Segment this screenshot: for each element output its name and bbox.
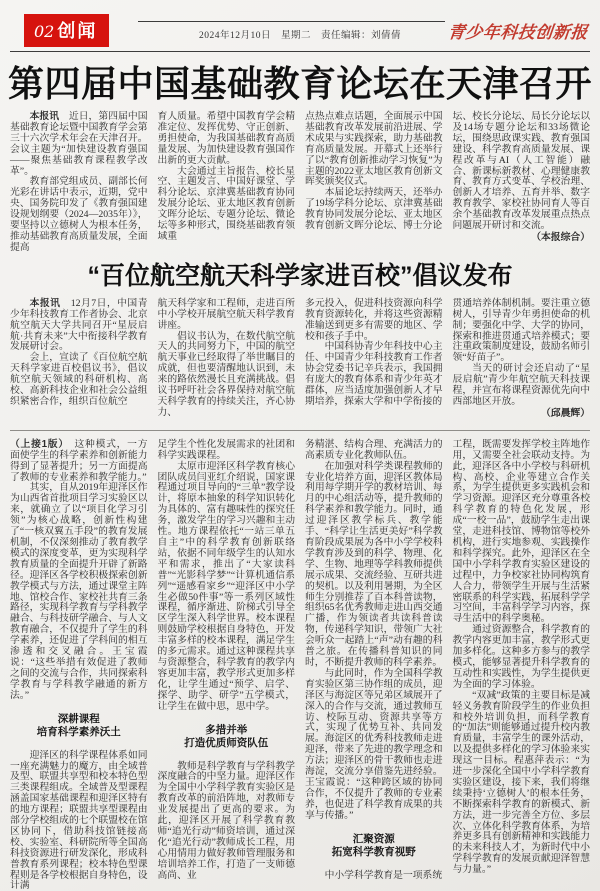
paragraph: 会上，宣读了《百位航空航天科学家进百校倡议书》，倡议航空航天领域的科研机构、高校、高新科技企业和社会公益组织紧密合作，组织百位航空 bbox=[10, 352, 148, 407]
paragraph: 多元投入，促进科技资源向科学教育资源转化，并将这些资源精准输送到更多有需要的地区、学校和孩子手中。 bbox=[305, 297, 443, 342]
text-column-4 bbox=[453, 299, 591, 420]
paragraph: 与此同时，作为全国科学教育实验区第三协作组的成员，迎泽区与海淀区等兄弟区域展开了深入的合作与交流，通过教师互访、校际互动、资源共享等方式，实现了优势互补、共同发展。海淀区的优秀科技教师走进迎泽，带来了先进的教学理念和方法；迎泽区的骨干教师也走进海淀，交流分享借鉴先进经验。王宝霞说：“这种跨区域的协同合作，不仅提升了教师的专业素养，也促进了科学教育成果的共享与传播。” bbox=[305, 667, 443, 821]
text-column-1 bbox=[10, 440, 148, 891]
paragraph: 中国科协青少年科技中心主任、中国青少年科技教育工作者协会党委书记辛兵表示，我国拥有庞大的教育体系和青少年英才群体，应当适度加强创新人才早期培养，探索大学和中学衔接的 bbox=[305, 341, 443, 407]
paragraph: 通过资源整合，科学教育的教学内容更加丰富，教学形式更加多样化。这种多方参与的教学模式，能够显著提升科学教育的互动性和实践性，为学生提供更为全面的学习体验。 bbox=[452, 624, 590, 690]
paragraph: 本届论坛持续两天，还举办了19场学科分论坛、京津冀基础教育协同发展分论坛、亚太地区教育创新文晖分论坛、博士分论 bbox=[305, 187, 443, 232]
page-header bbox=[10, 14, 590, 52]
text-column-4 bbox=[453, 440, 591, 876]
text-column-4 bbox=[453, 112, 591, 244]
article2-body bbox=[8, 299, 592, 420]
paragraph: 足学生个性化发展需求的社团和科学实践课程。 bbox=[157, 438, 295, 461]
paragraph-lead: 本报讯 bbox=[29, 297, 61, 309]
section-divider bbox=[10, 430, 590, 431]
paragraph: 太原市迎泽区科学教育核心团队成员闫亚红介绍说，国家课程通过项目导向的“三单”教学设计，将原本抽象的科学知识转化为具体的、富有趣味性的探究任务，激发学生的学习兴趣和主动性。地方课程依托“一站三单五自主”中的科学教育创新联络站，依据不同年级学生的认知水平和需求，推出了“大家读科普”“光影科学梦”“计算机通信系列”“遥感看家乡”“迎泽区中小学生必做50件事”等一系列区域性课程，循序渐进、阶梯式引导全区学生深入科学世界。校本课程则鼓励学校根据自身特色，开发丰富多样的校本课程，满足学生的多元需求。通过这种课程共享与资源整合，科学教育的教学内容更加丰富，教学形式更加多样化，让学生通过“预学、启学、探学、助学、研学”五学模式，让学生在做中思，思中学。 bbox=[157, 460, 295, 712]
article3-body bbox=[8, 440, 592, 891]
paragraph-lead: 本报讯 bbox=[29, 111, 60, 122]
paragraph: 倡议书认为，在数代航空航天人的共同努力下，中国的航空航天事业已经取得了举世瞩目的成就，但也要清醒地认识到，未来的路依然漫长且充满挑战。倡议书呼吁社会各界保持对航空航天科学教育的持续关注，齐心协力、 bbox=[157, 330, 295, 418]
paragraph: 育人质量。希望中国教育学会精准定位、发挥优势、守正创新、勇担使命，为我国基础教育高质量发展、为加快建设教育强国作出新的更大贡献。 bbox=[157, 111, 295, 166]
paragraph: 在加强对科学类课程教师的专业化培养方面，迎泽区教体局利用每学期开学的教材培训、每月的中心组活动等，提升教师的科学素养和教学能力。同时，通过迎泽区教学标兵、教学能手、“科学让生活更美好”科学教育阶段成果展为各中小学学校科学教育涉及到的科学、物理、化学、生物、地理等学科教师提供展示成果、交流经验、互研共进的契机。以及利用暑期，为全区师生分别推荐了百本科普读物，组织65名优秀教师走进山西交通广播，作为领读者共读科普读物，传递科学知识，带领广大社会听众一起踏上“声”动有趣的科普之旅。在传播科普知识的同时，不断提升教师的科学素养。 bbox=[305, 460, 443, 668]
paragraph: 本报讯 近日，第四届中国基础教育论坛暨中国教育学会第三十六次学术年会在天津召开。会议主题为“加快建设教育强国——聚焦基础教育课程教学改革”。 bbox=[10, 111, 148, 177]
text-column-1 bbox=[10, 112, 148, 254]
paragraph: 迎泽区的科学课程体系如同一座充满魅力的魔方，由全域普及型、联盟共享型和校本特色型三类课程组成。全域普及型课程涵盖国家基础课程和迎泽区特有的地方课程；联盟共享型课程由部分学校组成的七个联盟校在馆区协同下，借助科技馆链接高校、实验室、科研院所等全国高科技资源进行研发深化，形成科普教育系列课程；校本特色型课程则是各学校根据自身特色，设计满 bbox=[10, 749, 148, 891]
masthead-logo: 青少年科技创新报 bbox=[446, 23, 589, 43]
paragraph: （上接1版） 这种模式，一方面使学生的科学素养和创新能力得到了显著提升；另一方面提高了教师的专业素养和教学能力。” bbox=[10, 438, 148, 483]
text-column-1 bbox=[10, 299, 148, 408]
paragraph-lead: （上接1版） bbox=[10, 438, 64, 450]
subheading: 汇聚资源 拓宽科学教育视野 bbox=[331, 832, 416, 859]
paragraph: 航天科学家和工程师，走进百所中小学校开展航空航天科学教育讲座。 bbox=[157, 297, 295, 331]
paragraph: 贯通培养体制机制。要注重立德树人，引导青少年勇担使命的机制；要强化中学、大学的协同，探索和推进贯通式培养模式；要注重政策制度建设，鼓励名师引领“好苗子”。 bbox=[452, 297, 590, 364]
paragraph: 工程，既需要发挥学校主阵地作用，又需要全社会联动支持。为此，迎泽区各中小学校与科研机构、高校、企业等建立合作关系，为学生提供更多实践机会和学习资源。迎泽区充分尊重各校科学教育的特色化发展，形成“一校一品”，鼓励学生走出课堂，走进科技馆、博物馆等校外机构，进行实地参观、实践操作和科学探究。此外，迎泽区在全国中小学科学教育实验区建设的过程中，力争校家社协同构筑育人合力，带领学生开展与生活紧密联系的科学实践，拓展科学学习空间，丰富科学学习内容，探寻生活中的科学奥秘。 bbox=[452, 438, 590, 625]
paragraph: 其实，自从2019年迎泽区作为山西省首批项目学习实验区以来，就确立了以“项目化学习引领”为核心战略，创新性构建了“一核双翼五手段”的教育发展机制，不仅深刻推动了教育教学模式的深度变革，更为实现科学教育质量的全面提升开辟了新路径。迎泽区各学校积极探索创新教学模式与方法，通过课堂主阵地、馆校合作、家校社共育三条路径，实现科学教育与学科教学融合、与科技研学融合、与人文教育融合，不仅提升了学生的科学素养，还促进了学科间的相互渗透和交叉融合。王宝霞说：“这些举措有效促进了教师之间的交流与合作，共同探索科学教育与学科教学融通的新方法。” bbox=[10, 482, 148, 701]
dateline: 2024年12月10日 星期二 责任编辑：刘倩倩 bbox=[198, 31, 401, 41]
byline: （本报综合） bbox=[531, 231, 590, 243]
paragraph: 教师是科学教育与学科教学深度融合的中坚力量。迎泽区作为全国中小学科学教育实验区是教育改革的前沿阵地，对教师专业发展提出了更高的要求。为此，迎泽区开展了科学教育教师“追光行动”师资培训，通过深化“追光行动”教师成长工程，用心用情用力做好教师管理服务和培训培养工作，打造了一支师德高尚、业 bbox=[157, 760, 295, 881]
paragraph: 坛、校长分论坛、局长分论坛以及14场专题分论坛和33场微论坛，围绕思政课实践、教育强国建设、科学教育高质量发展、课程改革与AI（人工智能）融合、新课标新教材、心理健康教育、教育方式变革、学校治理、创新人才培养、五育并举、数字教育教学、家校社协同育人等百余个基础教育改革发展重点热点问题展开研讨和交流。 bbox=[452, 111, 590, 232]
article1-body bbox=[8, 112, 592, 254]
article1-headline: 第四届中国基础教育论坛在天津召开 bbox=[8, 63, 593, 104]
text-column-3 bbox=[305, 299, 443, 408]
section-name: 创闻 bbox=[57, 21, 98, 41]
text-column-2 bbox=[158, 440, 296, 882]
text-column-3 bbox=[305, 112, 443, 232]
paragraph: “双减”政策的主要目标是减轻义务教育阶段学生的作业负担和校外培训负担，而科学教育的“加法”则能够通过提升校内教育质量，丰富学生的课外活动，以及提供多样化的学习体验来实现这一目标。程惠萍表示：“为进一步深化全国中小学科学教育实验区建设，接下来，我们将继续秉持‘立德树人’的根本任务，不断探索科学教育的新模式、新方法，进一步完善全方位、多层次、立体化科学教育体系，为培养更多具有创新精神和实践能力的未来科技人才，为新时代中小学科学教育的发展贡献迎泽智慧与力量。” bbox=[452, 689, 590, 876]
subheading: 深耕课程 培育科学素养沃土 bbox=[36, 712, 121, 739]
paragraph: 教育部党组成员、副部长何光彩在讲话中表示，近期，党中央、国务院印发了《教育强国建设规划纲要（2024—2035年）》，要坚持以立德树人为根本任务，推动基础教育高质量发展，全面提高 bbox=[10, 176, 148, 253]
text-column-2 bbox=[158, 112, 296, 243]
paragraph: 中小学科学教育是一项系统 bbox=[324, 869, 443, 881]
header-rule-top bbox=[138, 21, 445, 22]
text-column-2 bbox=[158, 299, 296, 419]
paragraph: 点热点难点话题，全面展示中国基础教育改革发展前沿进展、学术成果与实践探索，助力基础教育高质量发展。开幕式上还举行了以“教育创新推动学习恢复”为主题的2022亚太地区教育创新文晖奖颁奖仪式。 bbox=[305, 111, 443, 188]
paragraph: 务精湛、结构合理、充满活力的高素质专业化教师队伍。 bbox=[305, 438, 443, 461]
article2-headline: “百位航空航天科学家进百校”倡议发布 bbox=[87, 261, 513, 290]
subheading: 多措并举 打造优质师资队伍 bbox=[184, 723, 269, 749]
header-rule-bottom bbox=[10, 51, 590, 52]
text-column-3 bbox=[305, 440, 443, 882]
paragraph: 当天的研讨会还启动了“星辰启航”青少年航空航天科技课程，并宣布将课程资源优先向中西部地区开放。 bbox=[452, 363, 590, 407]
byline: （邱晨辉） bbox=[541, 407, 590, 419]
paragraph: 大会通过主旨报告、校长星空、主题发言、中国好课堂、学科分论坛、京津冀基础教育协同发展分论坛、亚太地区教育创新文晖分论坛、专题分论坛、微论坛等多种形式，围绕基础教育领域重 bbox=[157, 165, 295, 242]
paragraph: 本报讯 12月7日，中国青少年科技教育工作者协会、北京航空航天大学共同召开“星辰启航·共育未来”大中衔接科学教育发展研讨会。 bbox=[10, 297, 148, 353]
section-number: 02 bbox=[34, 22, 55, 41]
